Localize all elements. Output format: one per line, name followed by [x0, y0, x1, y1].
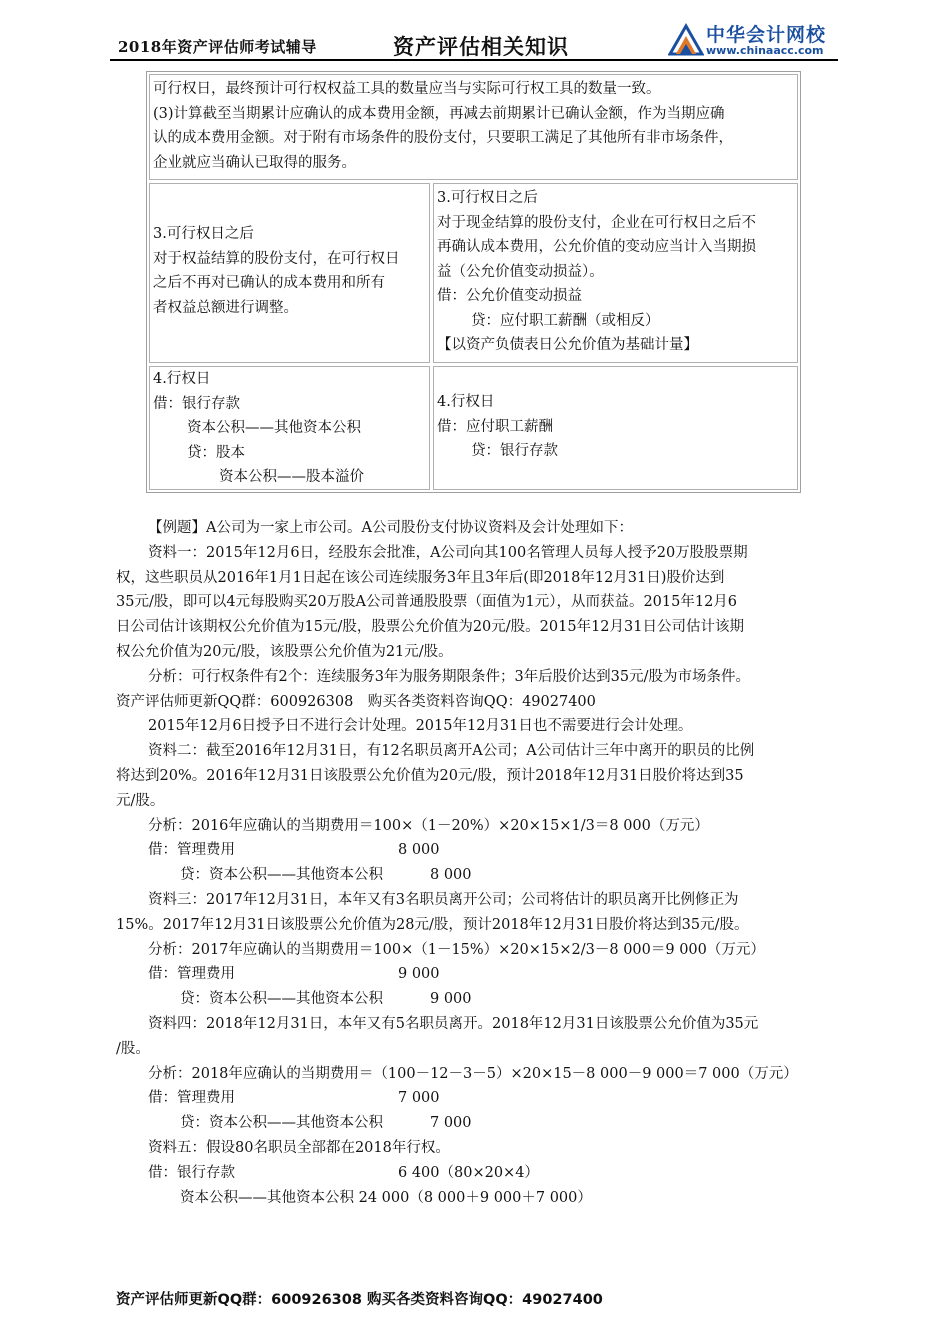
table-line: 可行权日，最终预计可行权权益工具的数量应当与实际可行权工具的数量一致。	[153, 81, 661, 97]
paragraph-line: 35元/股，即可以4元每股购买20万股A公司普通股股票（面值为1元），从而获益。2015年12月6	[116, 594, 738, 611]
table-line: 认的成本费用金额。对于附有市场条件的股份支付，只要职工满足了其他所有非市场条件，	[153, 130, 733, 146]
subject-title: 资产评估相关知识	[393, 34, 569, 59]
course-title: 2018年资产评估师考试辅导	[118, 38, 317, 56]
paragraph-line: 分析：2016年应确认的当期费用＝100×（1－20%）×20×15×1/3＝8 000（万元）	[148, 817, 709, 834]
journal-amount: 8 000	[430, 867, 472, 884]
table-line: 贷：股本	[187, 444, 245, 461]
table-line: 借：应付职工薪酬	[437, 418, 553, 435]
journal-account: 借：管理费用	[148, 966, 235, 983]
paragraph-line: 将达到20%。2016年12月31日该股票公允价值为20元/股，预计2018年12月31日股价将达到35	[116, 767, 744, 784]
table-line: 3.可行权日之后	[437, 190, 538, 206]
journal-amount: 7 000	[430, 1115, 472, 1132]
table-line: 对于权益结算的股份支付，在可行权日	[153, 250, 400, 267]
journal-account: 贷：资本公积——其他资本公积	[180, 867, 383, 884]
chinaacc-logo-icon	[668, 22, 704, 56]
table-cell-equity-exercise	[149, 366, 430, 490]
paragraph-line: 元/股。	[116, 792, 165, 809]
journal-amount: 9 000	[398, 966, 440, 983]
page-footer: 资产评估师更新QQ群：600926308 购买各类资料咨询QQ：49027400	[116, 1292, 603, 1308]
journal-line	[116, 962, 838, 987]
table-line: 贷：应付职工薪酬（或相反）	[471, 312, 660, 329]
table-line: 益（公允价值变动损益）。	[437, 263, 604, 280]
example-body	[116, 516, 838, 1210]
paragraph-line: 权公允价值为20元/股，该股票公允价值为21元/股。	[116, 643, 453, 660]
page-header	[0, 0, 950, 62]
table-line: 贷：银行存款	[471, 443, 558, 459]
paragraph-line: 资产评估师更新QQ群：600926308 购买各类资料咨询QQ：49027400	[116, 693, 596, 710]
table-line: (3)计算截至当期累计应确认的成本费用金额，再减去前期累计已确认金额，作为当期应确	[153, 105, 725, 122]
paragraph-line: 分析：2017年应确认的当期费用＝100×（1－15%）×20×15×2/3－8 000＝9 000（万元）	[148, 941, 765, 958]
journal-account: 借：银行存款	[148, 1164, 235, 1181]
paragraph-line: 资料一：2015年12月6日，经股东会批准，A公司向其100名管理人员每人授予20万股股票期	[148, 544, 748, 561]
table-line: 对于现金结算的股份支付，企业在可行权日之后不	[437, 214, 756, 231]
paragraph-line: 【例题】A公司为一家上市公司。A公司股份支付协议资料及会计处理如下：	[148, 520, 633, 536]
paragraph-line: 2015年12月6日授予日不进行会计处理。2015年12月31日也不需要进行会计处理。	[148, 718, 693, 735]
journal-amount: 7 000	[398, 1090, 440, 1107]
table-line: 借：公允价值变动损益	[437, 288, 582, 304]
paragraph-line: 资料四：2018年12月31日，本年又有5名职员离开。2018年12月31日该股票公允价值为35元	[148, 1015, 759, 1032]
journal-line	[116, 838, 838, 863]
logo-url: www.chinaacc.com	[706, 44, 824, 57]
comparison-table	[146, 71, 801, 493]
paragraph-line: 15%。2017年12月31日该股票公允价值为28元/股，预计2018年12月31日股价将达到35元/股。	[116, 916, 749, 933]
paragraph-line: 分析：2018年应确认的当期费用＝（100－12－3－5）×20×15－8 000－9 000＝7 000（万元）	[148, 1065, 798, 1082]
paragraph-line: 分析：可行权条件有2个：连续服务3年为服务期限条件；3年后股价达到35元/股为市场条件。	[148, 668, 751, 685]
logo-name: 中华会计网校	[706, 24, 827, 46]
journal-amount: 6 400（80×20×4）	[398, 1164, 539, 1181]
table-line: 4.行权日	[153, 371, 211, 387]
journal-account: 贷：资本公积——其他资本公积	[180, 1115, 383, 1132]
journal-account: 贷：资本公积——其他资本公积	[180, 991, 383, 1008]
table-line: 之后不再对已确认的成本费用和所有	[153, 275, 385, 291]
paragraph-line: /股。	[116, 1040, 150, 1057]
journal-line	[116, 987, 838, 1012]
paragraph-line: 资料五：假设80名职员全部都在2018年行权。	[148, 1139, 450, 1156]
table-cell-equity-after	[149, 183, 430, 363]
journal-account: 借：管理费用	[148, 842, 235, 859]
table-line: 资本公积——其他资本公积	[187, 420, 361, 436]
paragraph-line: 权，这些职员从2016年1月1日起在该公司连续服务3年且3年后(即2018年12月31日)股价达到	[116, 569, 725, 586]
table-line: 企业就应当确认已取得的服务。	[153, 154, 356, 171]
paragraph-line: 日公司估计该期权公允价值为15元/股，股票公允价值为20元/股。2015年12月31日公司估计该期	[116, 619, 744, 636]
journal-line	[116, 1161, 838, 1186]
journal-amount: 9 000	[430, 991, 472, 1008]
journal-line	[116, 863, 838, 888]
table-cell-cash-after	[433, 183, 798, 363]
table-line: 3.可行权日之后	[153, 226, 254, 242]
paragraph-line: 资料二：截至2016年12月31日，有12名职员离开A公司；A公司估计三年中离开的职员的比例	[148, 743, 755, 760]
table-line: 者权益总额进行调整。	[153, 299, 298, 316]
table-line: 再确认成本费用，公允价值的变动应当计入当期损	[437, 239, 756, 255]
table-line: 【以资产负债表日公允价值为基础计量】	[437, 337, 698, 353]
brand-logo	[668, 20, 848, 60]
journal-line	[116, 1086, 838, 1111]
paragraph-line: 资料三：2017年12月31日，本年又有3名职员离开公司；公司将估计的职员离开比例修正为	[148, 891, 739, 908]
table-cell-cash-exercise	[433, 366, 798, 490]
journal-line	[116, 1111, 838, 1136]
journal-line: 资本公积——其他资本公积 24 000（8 000＋9 000＋7 000）	[180, 1189, 592, 1206]
journal-amount: 8 000	[398, 842, 440, 859]
table-line: 资本公积——股本溢价	[219, 469, 364, 485]
table-cell-top	[149, 74, 798, 180]
header-rule	[110, 59, 838, 61]
journal-account: 借：管理费用	[148, 1090, 235, 1107]
table-line: 4.行权日	[437, 394, 495, 410]
table-line: 借：银行存款	[153, 395, 240, 412]
